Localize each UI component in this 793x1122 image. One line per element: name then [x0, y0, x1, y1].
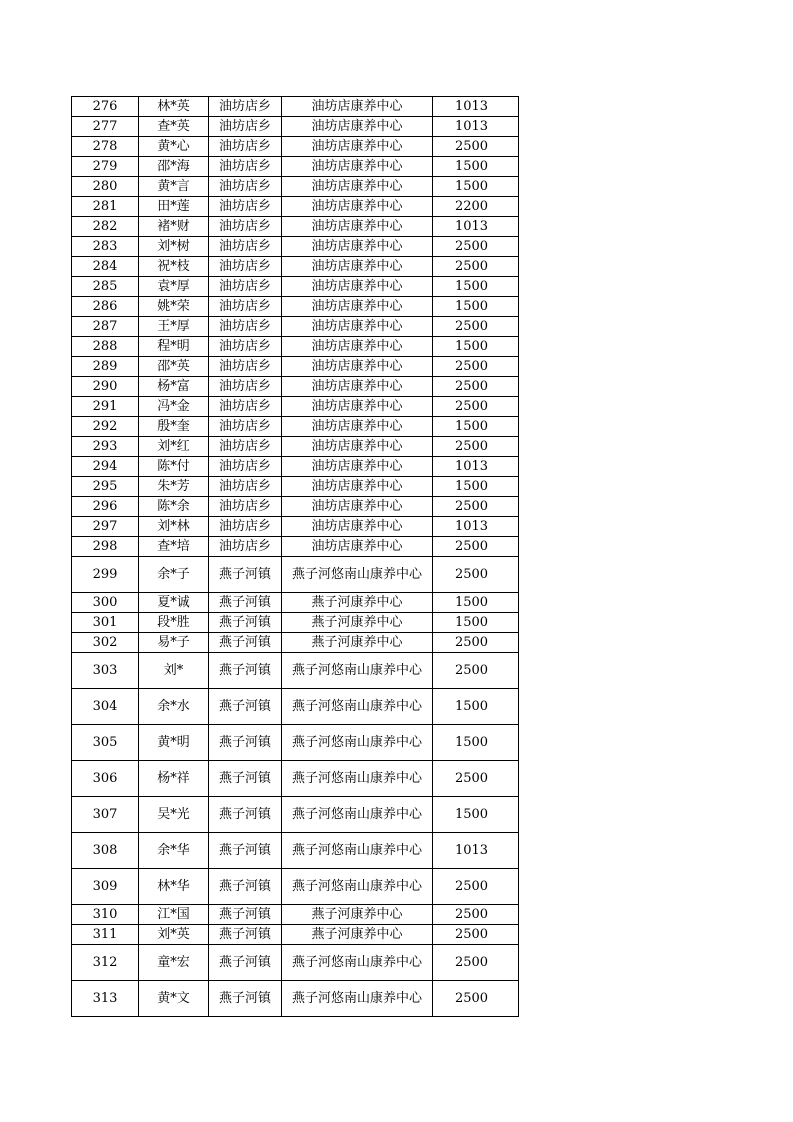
town-cell: 燕子河镇 — [209, 797, 282, 833]
name-cell: 朱*芳 — [139, 477, 209, 497]
row-number-cell: 289 — [72, 357, 139, 377]
row-number-cell: 304 — [72, 689, 139, 725]
town-cell: 燕子河镇 — [209, 833, 282, 869]
table-row — [72, 497, 519, 517]
amount-cell: 2500 — [433, 869, 519, 905]
amount-cell: 1500 — [433, 337, 519, 357]
town-cell: 油坊店乡 — [209, 237, 282, 257]
town-cell: 燕子河镇 — [209, 557, 282, 593]
amount-cell: 1013 — [433, 217, 519, 237]
row-number-cell: 284 — [72, 257, 139, 277]
care-center-cell: 油坊店康养中心 — [282, 317, 433, 337]
town-cell: 油坊店乡 — [209, 497, 282, 517]
name-cell: 邵*英 — [139, 357, 209, 377]
row-number-cell: 280 — [72, 177, 139, 197]
table-row — [72, 417, 519, 437]
name-cell: 林*华 — [139, 869, 209, 905]
table-row — [72, 477, 519, 497]
table-row — [72, 689, 519, 725]
amount-cell: 2500 — [433, 317, 519, 337]
care-center-cell: 燕子河悠南山康养中心 — [282, 833, 433, 869]
town-cell: 油坊店乡 — [209, 97, 282, 117]
row-number-cell: 282 — [72, 217, 139, 237]
amount-cell: 1500 — [433, 277, 519, 297]
name-cell: 刘*红 — [139, 437, 209, 457]
amount-cell: 2500 — [433, 237, 519, 257]
name-cell: 余*子 — [139, 557, 209, 593]
table-row — [72, 593, 519, 613]
row-number-cell: 308 — [72, 833, 139, 869]
amount-cell: 2500 — [433, 257, 519, 277]
name-cell: 褚*财 — [139, 217, 209, 237]
amount-cell: 2500 — [433, 653, 519, 689]
town-cell: 燕子河镇 — [209, 945, 282, 981]
care-center-cell: 油坊店康养中心 — [282, 377, 433, 397]
table-row — [72, 517, 519, 537]
name-cell: 袁*厚 — [139, 277, 209, 297]
table-row — [72, 317, 519, 337]
care-center-cell: 燕子河康养中心 — [282, 925, 433, 945]
care-center-cell: 燕子河康养中心 — [282, 613, 433, 633]
table-row — [72, 157, 519, 177]
town-cell: 油坊店乡 — [209, 277, 282, 297]
row-number-cell: 277 — [72, 117, 139, 137]
name-cell: 黄*言 — [139, 177, 209, 197]
name-cell: 刘*树 — [139, 237, 209, 257]
amount-cell: 1500 — [433, 725, 519, 761]
row-number-cell: 305 — [72, 725, 139, 761]
town-cell: 油坊店乡 — [209, 317, 282, 337]
care-center-cell: 油坊店康养中心 — [282, 177, 433, 197]
table-row — [72, 945, 519, 981]
town-cell: 燕子河镇 — [209, 725, 282, 761]
row-number-cell: 313 — [72, 981, 139, 1017]
amount-cell: 2500 — [433, 377, 519, 397]
care-center-cell: 油坊店康养中心 — [282, 97, 433, 117]
care-center-cell: 燕子河悠南山康养中心 — [282, 981, 433, 1017]
town-cell: 燕子河镇 — [209, 689, 282, 725]
table-row — [72, 337, 519, 357]
town-cell: 油坊店乡 — [209, 397, 282, 417]
name-cell: 殷*奎 — [139, 417, 209, 437]
table-row — [72, 357, 519, 377]
care-center-cell: 油坊店康养中心 — [282, 217, 433, 237]
care-center-cell: 油坊店康养中心 — [282, 257, 433, 277]
town-cell: 燕子河镇 — [209, 981, 282, 1017]
care-center-cell: 油坊店康养中心 — [282, 517, 433, 537]
name-cell: 刘*英 — [139, 925, 209, 945]
table-row — [72, 833, 519, 869]
name-cell: 刘* — [139, 653, 209, 689]
amount-cell: 1013 — [433, 457, 519, 477]
row-number-cell: 285 — [72, 277, 139, 297]
amount-cell: 1500 — [433, 297, 519, 317]
table-row — [72, 237, 519, 257]
amount-cell: 1013 — [433, 517, 519, 537]
care-center-cell: 油坊店康养中心 — [282, 497, 433, 517]
row-number-cell: 286 — [72, 297, 139, 317]
table-row — [72, 869, 519, 905]
care-center-cell: 燕子河悠南山康养中心 — [282, 725, 433, 761]
care-center-cell: 燕子河悠南山康养中心 — [282, 689, 433, 725]
row-number-cell: 291 — [72, 397, 139, 417]
amount-cell: 2500 — [433, 557, 519, 593]
row-number-cell: 287 — [72, 317, 139, 337]
row-number-cell: 312 — [72, 945, 139, 981]
subsidy-table — [71, 96, 519, 1017]
name-cell: 祝*枝 — [139, 257, 209, 277]
amount-cell: 2500 — [433, 633, 519, 653]
care-center-cell: 燕子河悠南山康养中心 — [282, 653, 433, 689]
care-center-cell: 油坊店康养中心 — [282, 157, 433, 177]
table-row — [72, 217, 519, 237]
row-number-cell: 299 — [72, 557, 139, 593]
name-cell: 姚*荣 — [139, 297, 209, 317]
town-cell: 油坊店乡 — [209, 257, 282, 277]
subsidy-table-body — [72, 97, 519, 1017]
name-cell: 刘*林 — [139, 517, 209, 537]
care-center-cell: 油坊店康养中心 — [282, 237, 433, 257]
amount-cell: 1500 — [433, 689, 519, 725]
care-center-cell: 油坊店康养中心 — [282, 457, 433, 477]
care-center-cell: 油坊店康养中心 — [282, 397, 433, 417]
town-cell: 燕子河镇 — [209, 613, 282, 633]
care-center-cell: 燕子河悠南山康养中心 — [282, 945, 433, 981]
care-center-cell: 燕子河悠南山康养中心 — [282, 869, 433, 905]
table-row — [72, 797, 519, 833]
amount-cell: 2500 — [433, 945, 519, 981]
name-cell: 查*培 — [139, 537, 209, 557]
row-number-cell: 281 — [72, 197, 139, 217]
table-row — [72, 537, 519, 557]
amount-cell: 1500 — [433, 797, 519, 833]
table-row — [72, 981, 519, 1017]
table-row — [72, 257, 519, 277]
amount-cell: 2500 — [433, 981, 519, 1017]
row-number-cell: 296 — [72, 497, 139, 517]
amount-cell: 1500 — [433, 417, 519, 437]
care-center-cell: 燕子河康养中心 — [282, 633, 433, 653]
town-cell: 油坊店乡 — [209, 297, 282, 317]
care-center-cell: 油坊店康养中心 — [282, 117, 433, 137]
care-center-cell: 燕子河康养中心 — [282, 905, 433, 925]
row-number-cell: 298 — [72, 537, 139, 557]
town-cell: 油坊店乡 — [209, 477, 282, 497]
name-cell: 陈*付 — [139, 457, 209, 477]
table-row — [72, 925, 519, 945]
care-center-cell: 油坊店康养中心 — [282, 437, 433, 457]
table-row — [72, 297, 519, 317]
table-row — [72, 557, 519, 593]
town-cell: 燕子河镇 — [209, 925, 282, 945]
row-number-cell: 300 — [72, 593, 139, 613]
name-cell: 童*宏 — [139, 945, 209, 981]
row-number-cell: 303 — [72, 653, 139, 689]
town-cell: 燕子河镇 — [209, 593, 282, 613]
amount-cell: 2500 — [433, 137, 519, 157]
town-cell: 燕子河镇 — [209, 761, 282, 797]
town-cell: 油坊店乡 — [209, 437, 282, 457]
care-center-cell: 油坊店康养中心 — [282, 197, 433, 217]
table-row — [72, 633, 519, 653]
name-cell: 易*子 — [139, 633, 209, 653]
amount-cell: 2500 — [433, 497, 519, 517]
care-center-cell: 燕子河悠南山康养中心 — [282, 797, 433, 833]
town-cell: 油坊店乡 — [209, 457, 282, 477]
name-cell: 杨*富 — [139, 377, 209, 397]
row-number-cell: 278 — [72, 137, 139, 157]
name-cell: 黄*明 — [139, 725, 209, 761]
table-row — [72, 137, 519, 157]
town-cell: 油坊店乡 — [209, 517, 282, 537]
amount-cell: 1500 — [433, 613, 519, 633]
amount-cell: 1013 — [433, 833, 519, 869]
row-number-cell: 295 — [72, 477, 139, 497]
table-row — [72, 725, 519, 761]
town-cell: 油坊店乡 — [209, 357, 282, 377]
town-cell: 油坊店乡 — [209, 377, 282, 397]
table-row — [72, 457, 519, 477]
table-row — [72, 377, 519, 397]
table-row — [72, 761, 519, 797]
care-center-cell: 油坊店康养中心 — [282, 477, 433, 497]
row-number-cell: 306 — [72, 761, 139, 797]
care-center-cell: 油坊店康养中心 — [282, 297, 433, 317]
name-cell: 黄*文 — [139, 981, 209, 1017]
row-number-cell: 292 — [72, 417, 139, 437]
row-number-cell: 307 — [72, 797, 139, 833]
care-center-cell: 燕子河康养中心 — [282, 593, 433, 613]
town-cell: 油坊店乡 — [209, 157, 282, 177]
row-number-cell: 309 — [72, 869, 139, 905]
care-center-cell: 油坊店康养中心 — [282, 537, 433, 557]
amount-cell: 1013 — [433, 97, 519, 117]
table-row — [72, 613, 519, 633]
amount-cell: 2500 — [433, 761, 519, 797]
row-number-cell: 293 — [72, 437, 139, 457]
row-number-cell: 302 — [72, 633, 139, 653]
name-cell: 王*厚 — [139, 317, 209, 337]
table-row — [72, 653, 519, 689]
town-cell: 油坊店乡 — [209, 337, 282, 357]
town-cell: 燕子河镇 — [209, 653, 282, 689]
row-number-cell: 311 — [72, 925, 139, 945]
name-cell: 余*华 — [139, 833, 209, 869]
name-cell: 黄*心 — [139, 137, 209, 157]
name-cell: 杨*祥 — [139, 761, 209, 797]
town-cell: 油坊店乡 — [209, 417, 282, 437]
town-cell: 油坊店乡 — [209, 177, 282, 197]
name-cell: 冯*金 — [139, 397, 209, 417]
amount-cell: 1500 — [433, 177, 519, 197]
town-cell: 油坊店乡 — [209, 217, 282, 237]
amount-cell: 2500 — [433, 437, 519, 457]
town-cell: 油坊店乡 — [209, 537, 282, 557]
town-cell: 燕子河镇 — [209, 905, 282, 925]
town-cell: 油坊店乡 — [209, 117, 282, 137]
table-row — [72, 905, 519, 925]
name-cell: 江*国 — [139, 905, 209, 925]
table-row — [72, 197, 519, 217]
amount-cell: 2200 — [433, 197, 519, 217]
amount-cell: 1500 — [433, 593, 519, 613]
amount-cell: 2500 — [433, 357, 519, 377]
amount-cell: 1500 — [433, 157, 519, 177]
amount-cell: 1013 — [433, 117, 519, 137]
name-cell: 吴*光 — [139, 797, 209, 833]
table-row — [72, 177, 519, 197]
name-cell: 陈*余 — [139, 497, 209, 517]
row-number-cell: 290 — [72, 377, 139, 397]
name-cell: 查*英 — [139, 117, 209, 137]
care-center-cell: 燕子河悠南山康养中心 — [282, 557, 433, 593]
row-number-cell: 310 — [72, 905, 139, 925]
care-center-cell: 油坊店康养中心 — [282, 137, 433, 157]
name-cell: 夏*诚 — [139, 593, 209, 613]
amount-cell: 2500 — [433, 397, 519, 417]
town-cell: 燕子河镇 — [209, 633, 282, 653]
town-cell: 燕子河镇 — [209, 869, 282, 905]
amount-cell: 2500 — [433, 537, 519, 557]
care-center-cell: 油坊店康养中心 — [282, 277, 433, 297]
table-row — [72, 117, 519, 137]
table-row — [72, 97, 519, 117]
name-cell: 段*胜 — [139, 613, 209, 633]
table-row — [72, 437, 519, 457]
name-cell: 余*水 — [139, 689, 209, 725]
row-number-cell: 294 — [72, 457, 139, 477]
name-cell: 邵*海 — [139, 157, 209, 177]
row-number-cell: 276 — [72, 97, 139, 117]
row-number-cell: 301 — [72, 613, 139, 633]
row-number-cell: 288 — [72, 337, 139, 357]
row-number-cell: 283 — [72, 237, 139, 257]
amount-cell: 1500 — [433, 477, 519, 497]
name-cell: 林*英 — [139, 97, 209, 117]
amount-cell: 2500 — [433, 905, 519, 925]
row-number-cell: 297 — [72, 517, 139, 537]
care-center-cell: 燕子河悠南山康养中心 — [282, 761, 433, 797]
table-row — [72, 277, 519, 297]
town-cell: 油坊店乡 — [209, 197, 282, 217]
care-center-cell: 油坊店康养中心 — [282, 417, 433, 437]
name-cell: 程*明 — [139, 337, 209, 357]
row-number-cell: 279 — [72, 157, 139, 177]
amount-cell: 2500 — [433, 925, 519, 945]
care-center-cell: 油坊店康养中心 — [282, 337, 433, 357]
town-cell: 油坊店乡 — [209, 137, 282, 157]
care-center-cell: 油坊店康养中心 — [282, 357, 433, 377]
table-row — [72, 397, 519, 417]
name-cell: 田*莲 — [139, 197, 209, 217]
